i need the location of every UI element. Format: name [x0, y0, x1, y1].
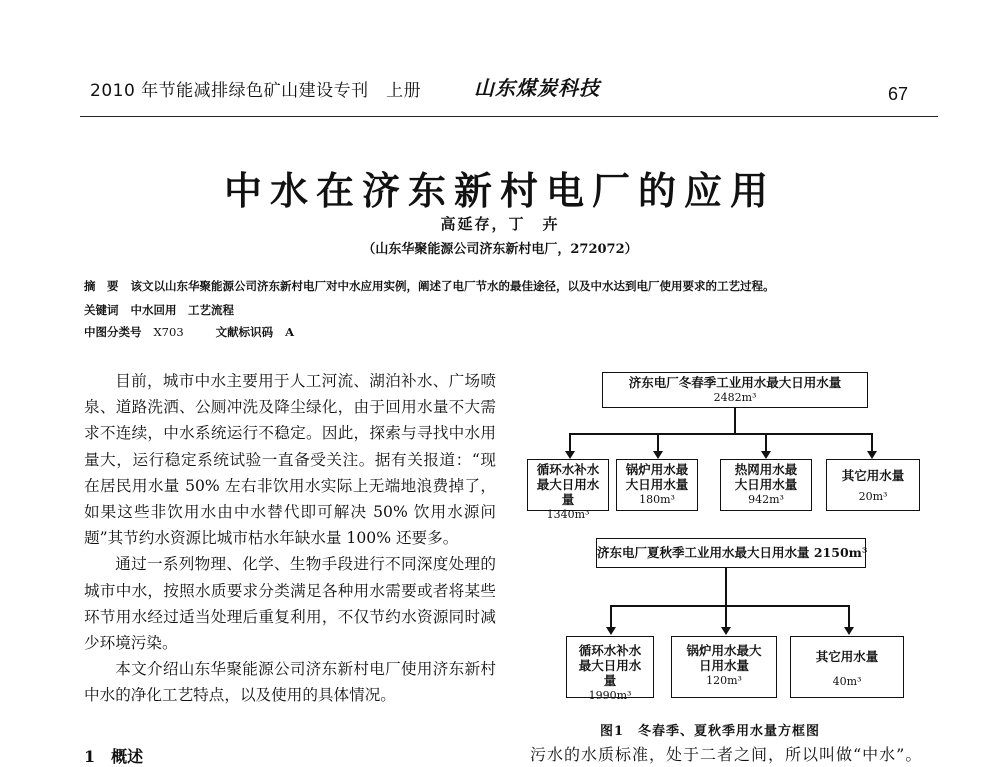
summer-boiler-value: 120m³: [706, 674, 742, 687]
summer-circulating-label: 循环水补水最大日用水量: [578, 643, 642, 688]
summer-other-box: [790, 636, 904, 698]
header-rule: [80, 116, 938, 117]
summer-boiler-box: [671, 636, 777, 698]
clc-label: 中图分类号: [84, 325, 142, 339]
connector: [725, 568, 727, 606]
journal-issue: 2010 年节能减排绿色矿山建设专刊 上册: [90, 81, 422, 101]
doc-code-value: A: [285, 325, 295, 339]
paragraph: 目前，城市中水主要用于人工河流、湖泊补水、广场喷泉、道路洗洒、公厕冲洗及降尘绿化，由于回用水量不大需求不连续，中水系统运行不稳定。因此，探索与寻找中水用量大，运行稳定系统试验一直备受关注。据有关报道：“现在居民用水量 50% 左右非饮用水实际上无端地浪费掉了，如果这些非饮用水由中水替代即可解决 50% 饮用水源问题”其节约水资源比城市枯水年缺水量 100% 还要多。: [84, 372, 496, 548]
section-heading: 1 概述: [84, 747, 144, 766]
paragraph: 通过一系列物理、化学、生物手段进行不同深度处理的城市中水，按照水质要求分类满足各种用水需要或者将某些环节用水经过适当处理后重复利用，不仅节约水资源同时减少环境污染。: [84, 555, 496, 653]
summer-circulating-box: [566, 636, 654, 702]
winter-total-value: 2482m³: [713, 391, 757, 404]
winter-heatnet-label: 热网用水最大日用水量: [734, 462, 798, 492]
connector: [871, 433, 873, 451]
article-title: 中水在济东新村电厂的应用: [223, 168, 776, 213]
connector: [765, 433, 767, 451]
page-number: 67: [888, 84, 909, 104]
keywords-text: 中水回用 工艺流程: [130, 303, 234, 317]
summer-total-box: [596, 538, 866, 568]
keywords-line: [84, 302, 234, 318]
winter-circulating-box: [527, 459, 609, 521]
connector: [569, 433, 571, 451]
connector: [734, 408, 736, 434]
connector: [725, 605, 727, 627]
summer-total-label: 济东电厂夏秋季工业用水最大日用水量 2150m³: [597, 545, 868, 560]
winter-total-box: [602, 372, 868, 408]
abstract-label: 摘 要: [84, 279, 119, 293]
summer-boiler-label: 锅炉用水最大日用水量: [686, 643, 762, 673]
winter-boiler-box: [616, 459, 698, 511]
arrow-down-icon: [606, 627, 616, 635]
winter-boiler-label: 锅炉用水最大日用水量: [625, 462, 689, 492]
connector: [610, 605, 849, 607]
clc-value: X703: [153, 325, 184, 339]
connector: [657, 433, 659, 451]
arrow-down-icon: [844, 627, 854, 635]
doc-code-label: 文献标识码: [215, 325, 274, 339]
abstract-text: 该文以山东华聚能源公司济东新村电厂对中水应用实例，阐述了电厂节水的最佳途径，以及中水达到电厂使用要求的工艺过程。: [130, 279, 775, 293]
continuation-text: 污水的水质标准，处于二者之间，所以叫做“中水”。: [530, 745, 923, 764]
connector: [569, 433, 872, 435]
arrow-down-icon: [867, 451, 877, 459]
journal-logo: 山东煤炭科技: [474, 76, 600, 100]
connector: [848, 605, 850, 627]
winter-circulating-label: 循环水补水最大日用水量: [536, 462, 600, 507]
affiliation: （山东华聚能源公司济东新村电厂，272072）: [362, 242, 638, 257]
body-text: [84, 368, 496, 709]
connector: [610, 605, 612, 627]
arrow-down-icon: [565, 451, 575, 459]
winter-other-value: 20m³: [858, 490, 888, 503]
winter-circulating-value: 1340m³: [546, 508, 590, 521]
abstract-line: [84, 278, 775, 294]
winter-boiler-value: 180m³: [639, 493, 675, 506]
keywords-label: 关键词: [84, 303, 119, 317]
summer-circulating-value: 1990m³: [588, 689, 632, 702]
winter-other-box: [826, 459, 920, 511]
arrow-down-icon: [653, 451, 663, 459]
authors: 高延存，丁 卉: [440, 215, 560, 233]
winter-other-label: 其它用水量: [841, 468, 905, 483]
arrow-down-icon: [721, 627, 731, 635]
winter-heatnet-box: [720, 459, 812, 511]
paragraph: 本文介绍山东华聚能源公司济东新村电厂使用济东新村中水的净化工艺特点，以及使用的具体情况。: [84, 660, 496, 705]
winter-total-label: 济东电厂冬春季工业用水最大日用水量: [628, 375, 842, 390]
classification-line: [84, 324, 294, 340]
arrow-down-icon: [761, 451, 771, 459]
winter-heatnet-value: 942m³: [748, 493, 784, 506]
summer-other-value: 40m³: [832, 675, 862, 688]
figure-caption: 图1 冬春季、夏秋季用水量方框图: [600, 724, 821, 739]
summer-other-label: 其它用水量: [815, 649, 879, 664]
